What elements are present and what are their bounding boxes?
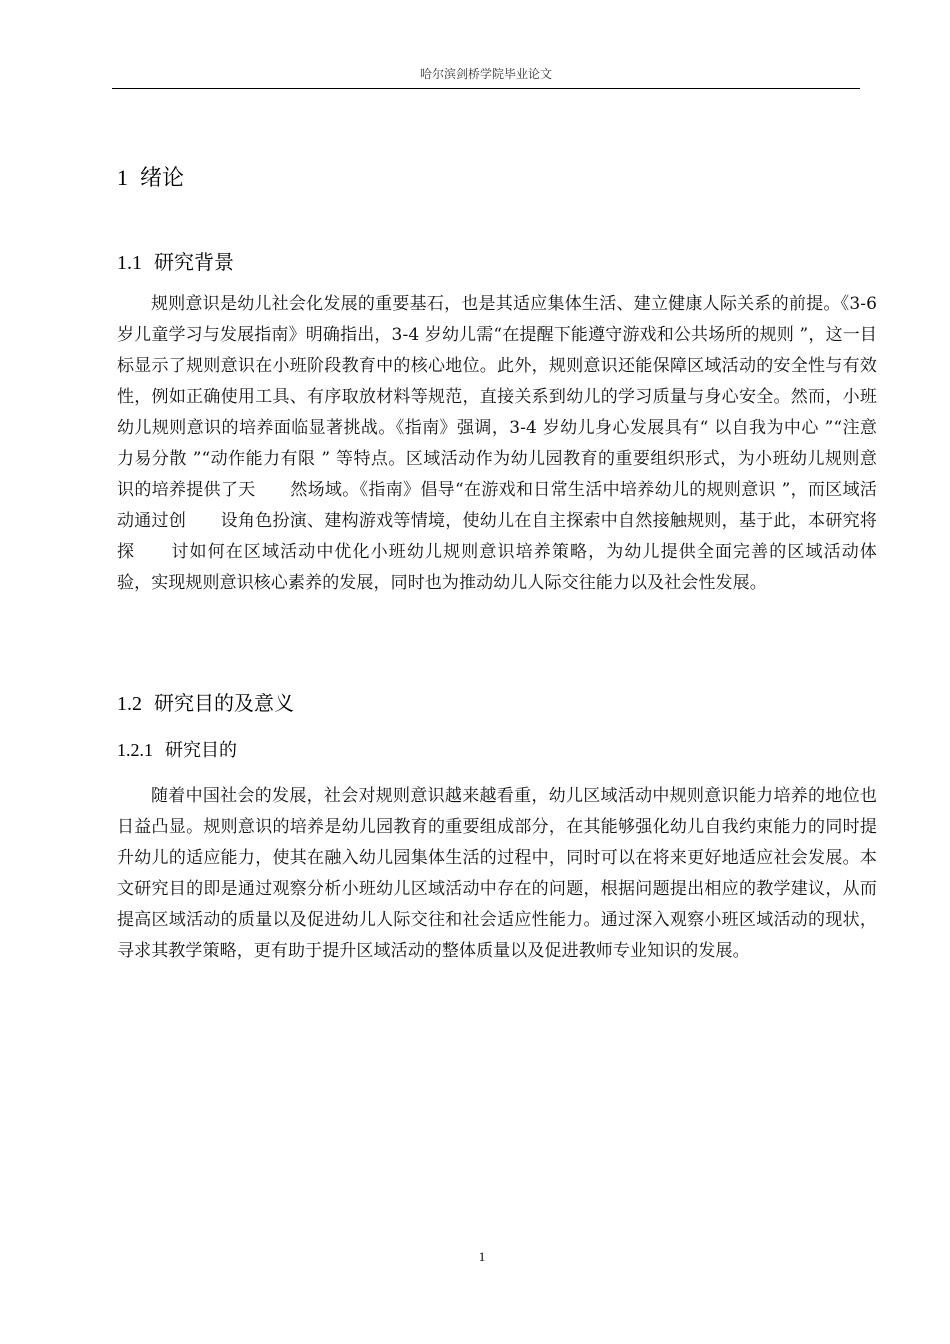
paragraph-purpose: 随着中国社会的发展，社会对规则意识越来越看重，幼儿区域活动中规则意识能力培养的地位也日益凸显。规则意识的培养是幼儿园教育的重要组成部分，在其能够强化幼儿自我约束能力的同时提升幼儿的适应能力，使其在融入幼儿园集体生活的过程中，同时可以在将来更好地适应社会发展。本文研究目的即是通过观察分析小班幼儿区域活动中存在的问题，根据问题提出相应的教学建议，从而提高区域活动的质量以及促进幼儿人际交往和社会适应性能力。通过深入观察小班区域活动的现状，寻求其教学策略，更有助于提升区域活动的整体质量以及促进教师专业知识的发展。: [117, 786, 877, 961]
chapter-number: 1: [117, 165, 128, 190]
header-divider: [112, 88, 860, 89]
section-number: 1.1: [117, 252, 142, 274]
subsection-number: 1.2.1: [117, 740, 153, 760]
chapter-title: 绪论: [140, 166, 185, 191]
paragraph-background: 规则意识是幼儿社会化发展的重要基石，也是其适应集体生活、建立健康人际关系的前提。《3-6 岁儿童学习与发展指南》明确指出，3-4 岁幼儿需“在提醒下能遵守游戏和公共场所的规则 ”，这一目标显示了规则意识在小班阶段教育中的核心地位。此外，规则意识还能保障区域活动的安全性与有效性，例如正确使用工具、有序取放材料等规范，直接关系到幼儿的学习质量与身心安全。然而，小班幼儿规则意识的培养面临显著挑战。《指南》强调，3-4 岁幼儿身心发展具有“ 以自我为中心 ”“注意力易分散 ”“动作能力有限 ” 等特点。区域活动作为幼儿园教育的重要组织形式，为小班幼儿规则意识的培养提供了天 然场域。《指南》倡导“在游戏和日常生活中培养幼儿的规则意识 ”，而区域活动通过创 设角色扮演、建构游戏等情境，使幼儿在自主探索中自然接触规则，基于此，本研究将探 讨如何在区域活动中优化小班幼儿规则意识培养策略，为幼儿提供全面完善的区域活动体 验，实现规则意识核心素养的发展，同时也为推动幼儿人际交往能力以及社会性发展。: [117, 294, 912, 593]
chapter-heading: [117, 163, 184, 194]
section-title: 研究背景: [154, 250, 234, 274]
section-title: 研究目的及意义: [154, 691, 294, 715]
page-number: 1: [478, 1249, 486, 1264]
subsection-heading-purpose: [117, 737, 237, 764]
running-header: 哈尔滨剑桥学院毕业论文: [419, 67, 552, 81]
section-heading-purpose-significance: [117, 689, 294, 718]
section-heading-background: [117, 248, 234, 277]
section-number: 1.2: [117, 693, 142, 715]
subsection-title: 研究目的: [165, 740, 237, 761]
